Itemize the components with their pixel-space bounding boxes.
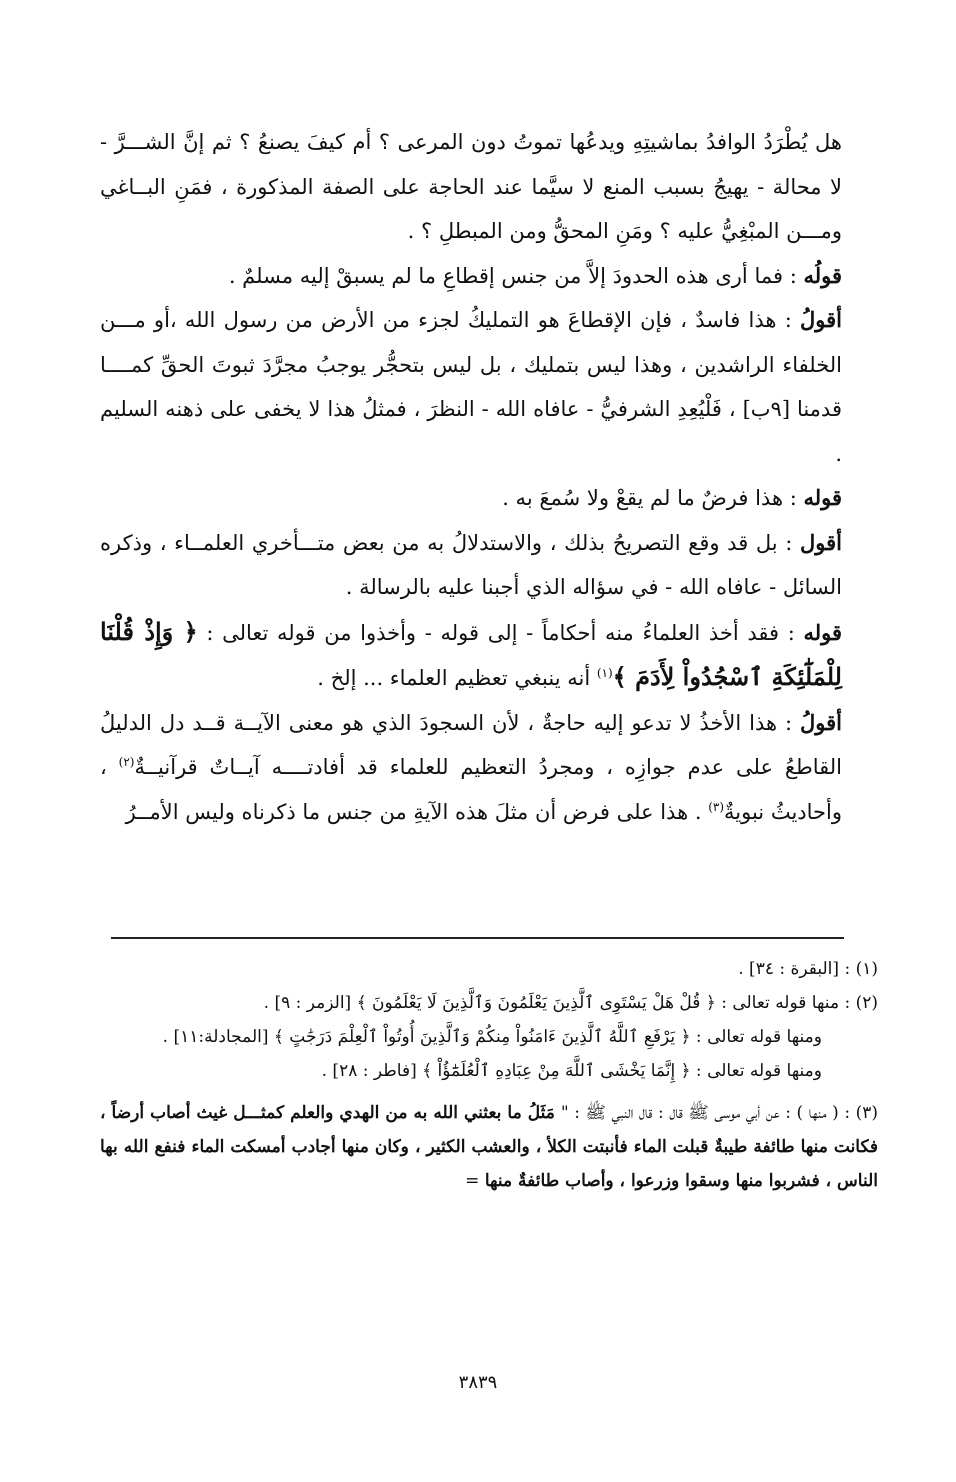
paragraph-7 xyxy=(100,701,842,835)
paragraph-4-text: : هذا فرضٌ ما لم يقعْ ولا سُمعَ به . xyxy=(502,486,804,510)
paragraph-1 xyxy=(100,120,842,254)
paragraph-7-text-c: . هذا على فرض أن مثلَ هذه الآيةِ من جنس ما ذكرناه وليس الأمــرُ xyxy=(125,799,709,824)
footnote-2-second: ومنها قوله تعالى : ﴿ يَرْفَعِ ٱللَّهُ ٱلَّذِينَ ءَامَنُواْ مِنكُمْ وَٱلَّذِينَ أُوتُواْ ٱلْعِلْمَ دَرَجَٰتٍ ﴾ [المجادلة:١١] . xyxy=(162,1027,822,1047)
keyword-qawluhu: قوله xyxy=(803,485,842,510)
paragraph-4 xyxy=(100,476,842,521)
paragraph-3 xyxy=(100,298,842,476)
paragraph-5 xyxy=(100,521,842,610)
paragraph-1-text: هل يُطْرَدُ الوافدُ بماشيتِهِ ويدعُها تموتُ دون المرعى ؟ أم كيفَ يصنعُ ؟ ثم إنَّ الشـــرَّ - لا محالة - يهيجُ بسبب المنع لا سيَّما عند الحاجة على الصفة المذكورة ، فمَنِ البــاغي ومـــن المبْغِيُّ عليه ؟ ومَنِ المحقُّ ومن المبطلِ ؟ . xyxy=(100,130,842,243)
footnote-3-hadith: مَثَلُ ما بعثني الله به من الهدي والعلم كمثـــل غيث أصاب أرضاً ، فكانت منها طائفة طيبةٌ قبلت الماء فأنبتت الكلأ ، والعشب الكثير ، وكان منها أجادب أمسكت الماء فنفع الله بها الناس ، فشربوا منها وسقوا وزرعوا ، وأصاب طائفةٌ منها xyxy=(100,1103,878,1191)
keyword-aqulu: أقولُ xyxy=(800,709,842,735)
paragraph-2-text: : فما أرى هذه الحدودَ إلاَّ من جنس إقطاعِ ما لم يسبقْ إليه مسلمٌ . xyxy=(228,263,804,288)
paragraph-6-text-b: أنه ينبغي تعظيم العلماء ... إلخ . xyxy=(317,666,597,690)
footnote-ref-1: (١) xyxy=(596,666,613,680)
paragraph-3-text: : هذا فاسدٌ ، فإن الإقطاعَ هو التمليكُ لجزء من الأرض من رسول الله ،أو مـــن الخلفاء الراشدين ، وهذا ليس بتمليك ، بل ليس بتحجُّر يوجبُ مجرَّدَ ثبوتَ الحقِّ كمــــا قدمنا [٩ب] ، فَلْيُعِدِ الشرفيُّ - عافاه الله - النظرَ ، فمثلُ هذا لا يخفى على ذهنه السليم . xyxy=(100,308,842,466)
footnote-2-third: ومنها قوله تعالى : ﴿ إِنَّمَا يَخْشَى ٱللَّهَ مِنْ عِبَادِهِ ٱلْعُلَمَٰٓؤُاْ ﴾ [فاطر : ٢٨] . xyxy=(321,1061,822,1081)
footnote-2: (٢) : منها قوله تعالى : ﴿ قُلْ هَلْ يَسْتَوِى ٱلَّذِينَ يَعْلَمُونَ وَٱلَّذِينَ لَا يَعْلَمُونَ ﴾ [الزمر : ٩] . xyxy=(263,993,878,1013)
footnote-3-continuation-mark: = xyxy=(465,1171,485,1191)
keyword-qawluhu: قولُه xyxy=(803,262,842,288)
keyword-aqulu: أقولُ xyxy=(800,307,842,332)
footnote-divider xyxy=(111,937,844,939)
footnote-ref-2: (٢) xyxy=(118,755,135,769)
footnote-3 xyxy=(100,1096,878,1198)
footnote-ref-3: (٣) xyxy=(708,799,725,814)
keyword-aqulu: أقول xyxy=(800,529,842,555)
quran-verse: ﴿ وَإِذْ قُلْنَا لِلْمَلَٰٓئِكَةِ ٱسْجُدُواْ لِأَدَمَ ﴾ xyxy=(100,616,842,691)
paragraph-7-text-b: ، وأحاديثُ نبويةٌ xyxy=(100,755,842,824)
paragraph-7-text-a: : هذا الأخذُ لا تدعو إليه حاجةٌ ، لأن السجودَ الذي هو معنى الآيــة قــد دل الدليلُ القاطعُ على عدم جوازِه ، ومجردُ التعظيم للعلماء قد أفادتــــه آيــاتٌ قرآنيــةٌ xyxy=(100,710,843,779)
footnotes xyxy=(100,952,878,1198)
keyword-qawluhu: قوله xyxy=(803,619,842,645)
paragraph-5-text: : بل قد وقع التصريحُ بذلك ، والاستدلالُ به من بعض متـــأخري العلمــاء ، وذكره السائل - عافاه الله - في سؤاله الذي أجبنا عليه بالرسالة . xyxy=(100,530,842,599)
paragraph-6-text-a: : فقد أخذ العلماءُ منه أحكاماً - إلى قوله - وأخذوا من قوله تعالى : xyxy=(197,620,804,645)
main-text xyxy=(100,120,842,834)
footnote-1: (١) : [البقرة : ٣٤] . xyxy=(738,959,878,979)
paragraph-2 xyxy=(100,254,842,299)
footnote-3-lead: (٣) : ( منها ) : عن أبي موسى ﷺ قال : قال النبي ﷺ : " xyxy=(560,1103,878,1123)
page-number: ٣٨٣٩ xyxy=(458,1372,498,1393)
paragraph-6 xyxy=(100,610,842,701)
